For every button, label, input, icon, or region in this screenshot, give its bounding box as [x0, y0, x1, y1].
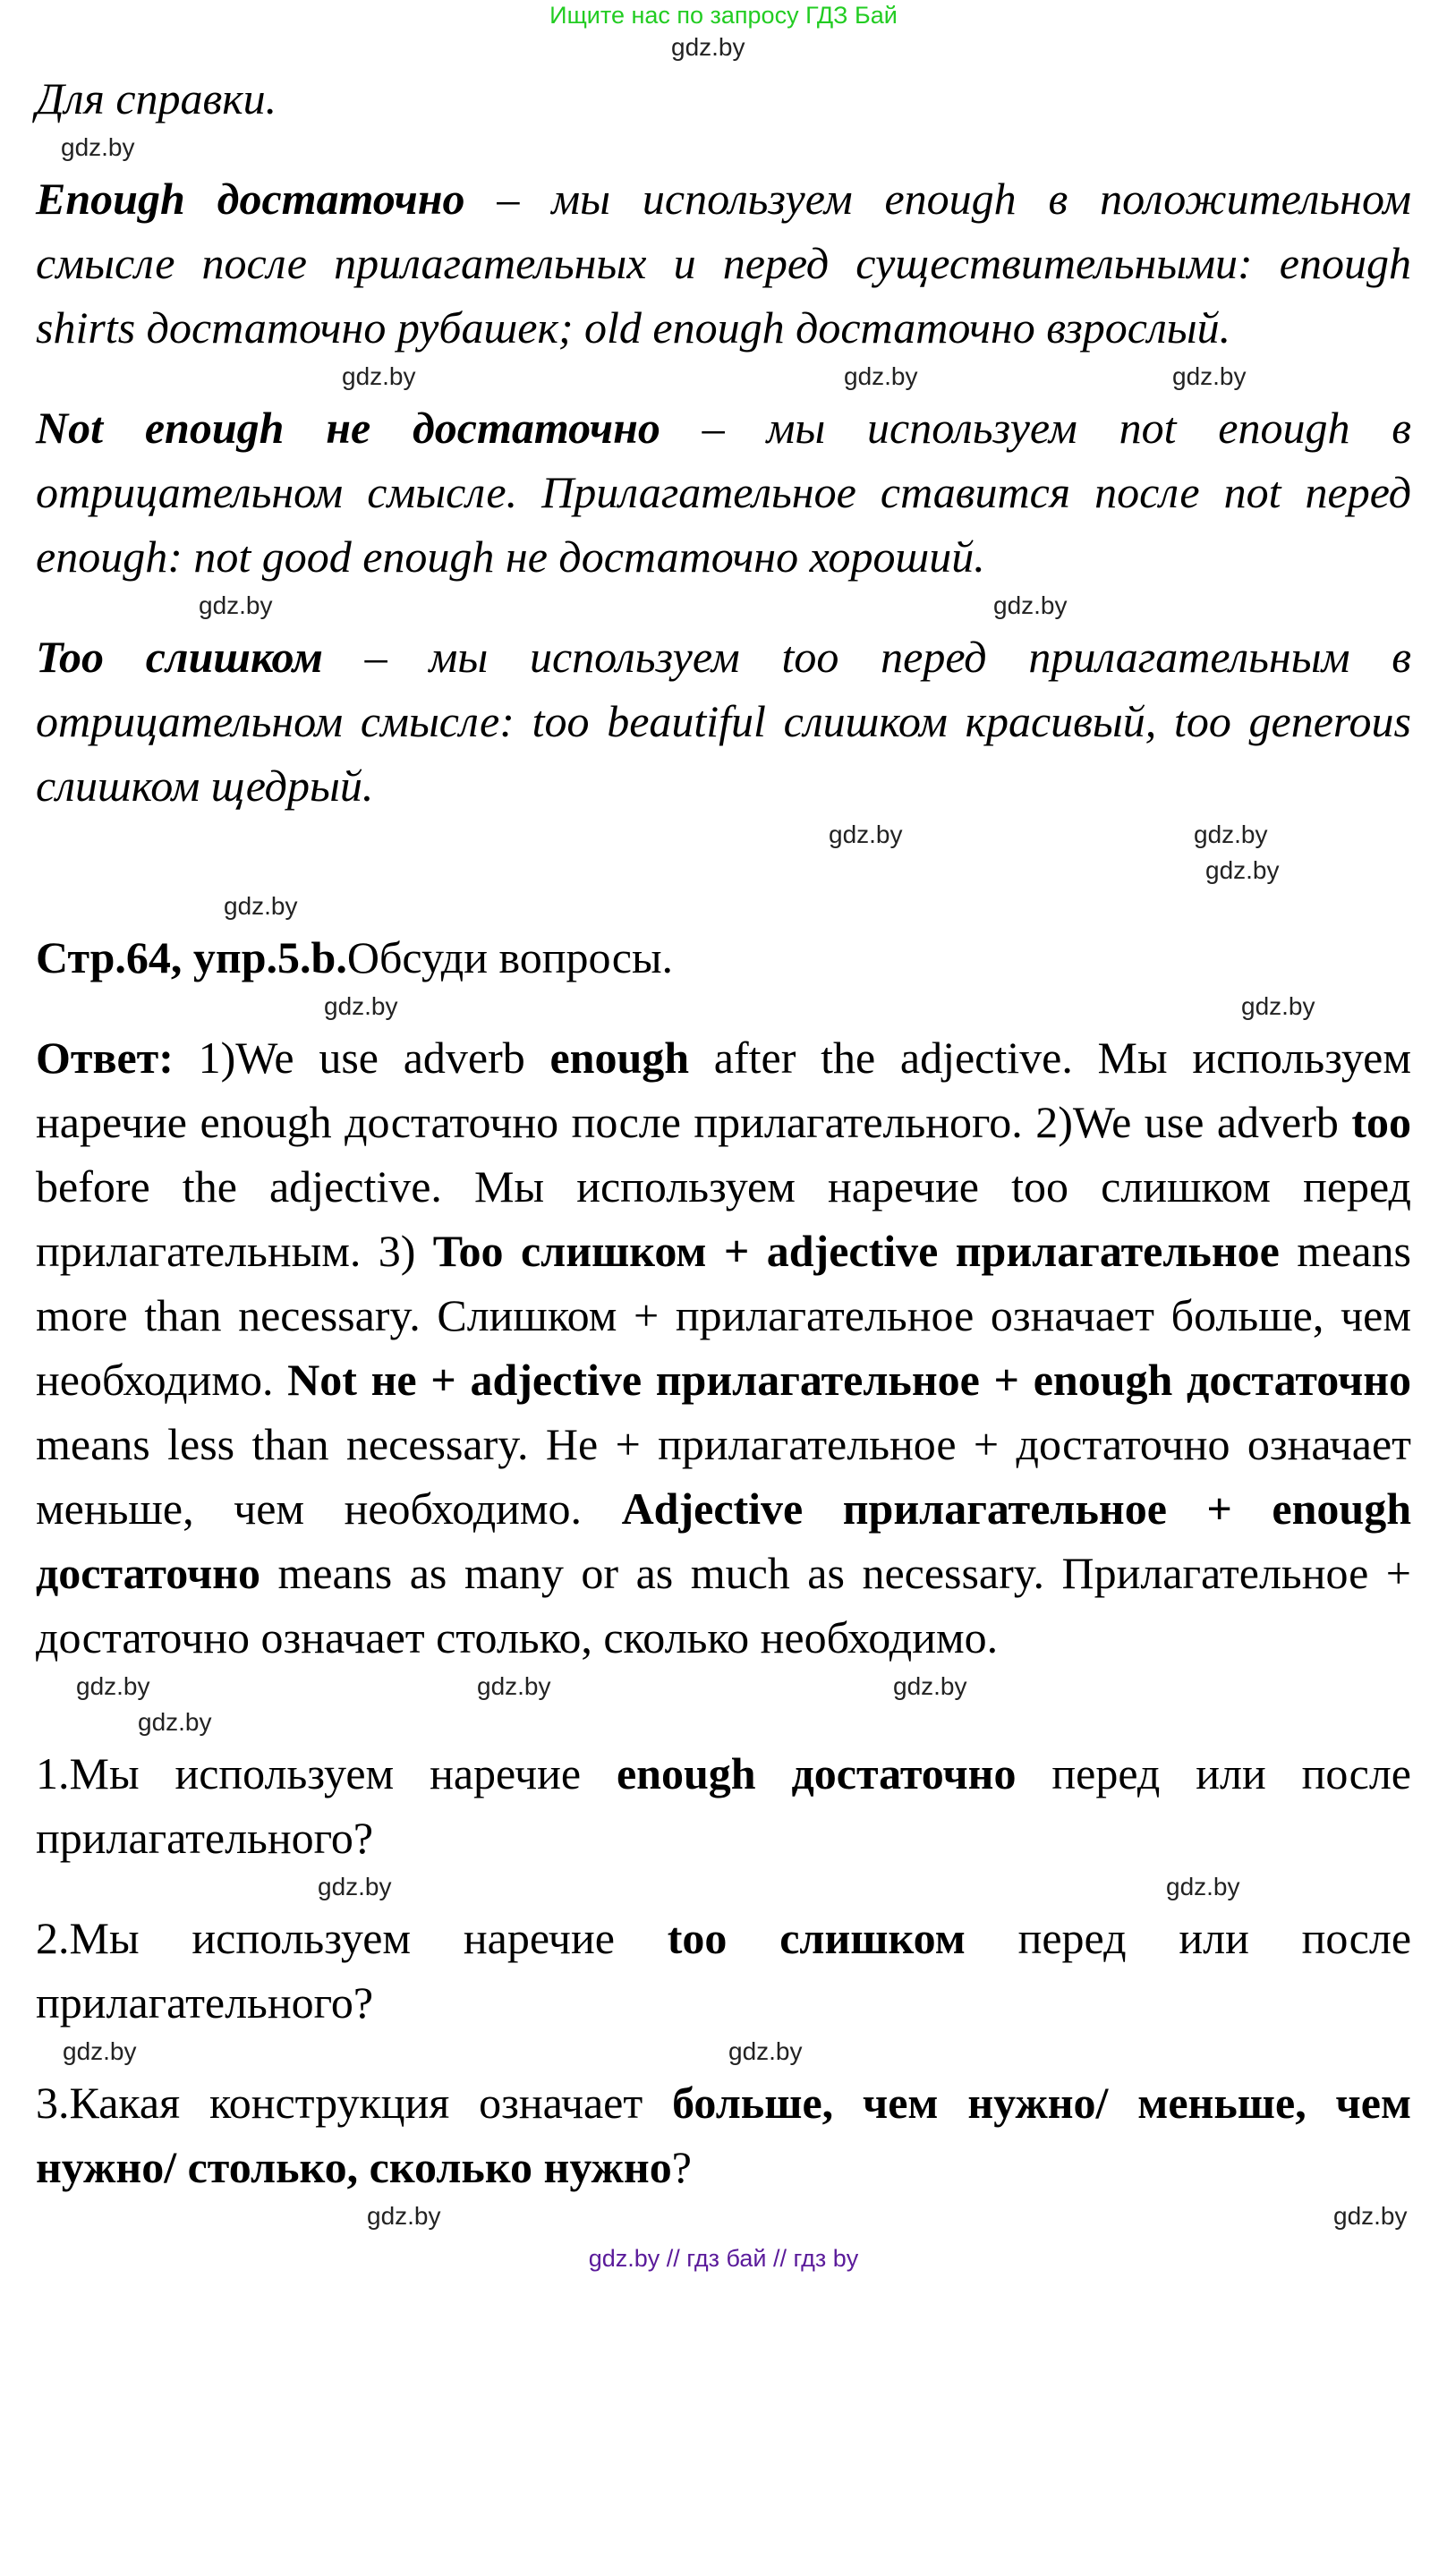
watermark: gdz.by [199, 591, 273, 619]
watermark: gdz.by [1333, 2202, 1408, 2230]
answer-text: 1)We use adverb [173, 1033, 550, 1083]
reference-too [36, 625, 1411, 818]
watermark-row [0, 854, 1447, 889]
exercise-task: Обсуди вопросы. [346, 932, 674, 982]
question-bold: больше, чем нужно/ меньше, чем нужно/ столько, сколько нужно [36, 2078, 1411, 2192]
watermark-row [0, 818, 1447, 854]
watermark: gdz.by [728, 2037, 803, 2065]
watermark: gdz.by [76, 1672, 150, 1700]
watermark: gdz.by [1166, 1873, 1240, 1900]
answer-bold: enough [549, 1033, 690, 1083]
answer-bold: too [1351, 1097, 1411, 1147]
answer-text: means less than necessary. Не + прилагательное + достаточно означает меньше, чем необходимо. [36, 1419, 1411, 1534]
watermark-row [0, 2199, 1447, 2235]
reference-enough [36, 166, 1411, 360]
watermark: gdz.by [1172, 362, 1247, 390]
watermark: gdz.by [893, 1672, 967, 1700]
watermark: gdz.by [61, 133, 135, 161]
watermark: gdz.by [671, 33, 745, 61]
exercise-ref: Стр.64, упр.5.b. [36, 932, 347, 982]
term: Enough достаточно [36, 174, 465, 224]
watermark-row [0, 131, 1447, 166]
answer-label: Ответ: [36, 1033, 174, 1083]
answer-bold: Adjective прилагательное + enough достаточно [36, 1484, 1411, 1598]
definition: – мы используем enough в положительном смысле после прилагательных и перед существительными: enough shirts достаточно рубашек; old enough достаточно взрослый. [36, 174, 1411, 353]
answer-text: means as many or as much as necessary. Прилагательное + достаточно означает столько, сколько необходимо. [36, 1548, 1411, 1662]
term: Too слишком [36, 632, 323, 682]
question-1 [36, 1741, 1411, 1870]
watermark-row [0, 1705, 1447, 1741]
answer-bold: Too слишком + adjective прилагательное [432, 1226, 1280, 1276]
question-text: перед или после прилагательного? [36, 1748, 1411, 1863]
watermark: gdz.by [63, 2037, 137, 2065]
question-text: перед или после прилагательного? [36, 1913, 1412, 2028]
question-text: ? [671, 2142, 692, 2192]
answer-text: after the adjective. Мы используем наречие enough достаточно после прилагательного. 2)We use adverb [36, 1033, 1411, 1147]
watermark: gdz.by [224, 892, 298, 920]
question-bold: too слишком [667, 1913, 966, 1963]
watermark-row [0, 360, 1447, 395]
watermark: gdz.by [367, 2202, 441, 2230]
search-banner-link[interactable]: Ищите нас по запросу ГДЗ Бай [549, 2, 898, 29]
watermark-row [0, 1870, 1447, 1906]
footer-links[interactable]: gdz.by // гдз бай // гдз by [588, 2245, 859, 2272]
watermark: gdz.by [342, 362, 416, 390]
watermark: gdz.by [138, 1708, 212, 1736]
exercise-heading [36, 925, 1411, 990]
question-3 [36, 2070, 1411, 2199]
watermark-row [0, 2035, 1447, 2070]
answer-bold: Not не + adjective прилагательное + enough достаточно [287, 1355, 1412, 1405]
watermark-row [0, 589, 1447, 625]
watermark-row [0, 889, 1447, 925]
watermark-row [0, 30, 1447, 66]
watermark: gdz.by [829, 820, 903, 848]
watermark: gdz.by [477, 1672, 551, 1700]
answer-paragraph [36, 1025, 1411, 1670]
watermark: gdz.by [844, 362, 918, 390]
question-bold: enough достаточно [616, 1748, 1017, 1798]
watermark: gdz.by [324, 992, 398, 1020]
definition: – мы используем not enough в отрицательном смысле. Прилагательное ставится после not перед enough: not good enough не достаточно хороший. [36, 403, 1411, 582]
answer-text: before the adjective. Мы используем наречие too слишком перед прилагательным. 3) [36, 1161, 1411, 1276]
watermark: gdz.by [318, 1873, 392, 1900]
question-text: 3.Какая конструкция означает [36, 2078, 673, 2128]
watermark-row [0, 990, 1447, 1025]
watermark: gdz.by [993, 591, 1068, 619]
term: Not enough не достаточно [36, 403, 660, 453]
question-text: 2.Мы используем наречие [36, 1913, 668, 1963]
question-text: 1.Мы используем наречие [36, 1748, 617, 1798]
watermark: gdz.by [1194, 820, 1268, 848]
definition: – мы используем too перед прилагательным в отрицательном смысле: too beautiful слишком красивый, too generous слишком щедрый. [36, 632, 1411, 811]
reference-title: Для справки. [36, 73, 277, 123]
reference-not-enough [36, 395, 1411, 589]
watermark: gdz.by [1205, 856, 1280, 884]
answer-text: means more than necessary. Слишком + прилагательное означает больше, чем необходимо. [36, 1226, 1411, 1405]
watermark: gdz.by [1241, 992, 1315, 1020]
watermark-row [0, 1670, 1447, 1705]
question-2 [36, 1906, 1411, 2035]
